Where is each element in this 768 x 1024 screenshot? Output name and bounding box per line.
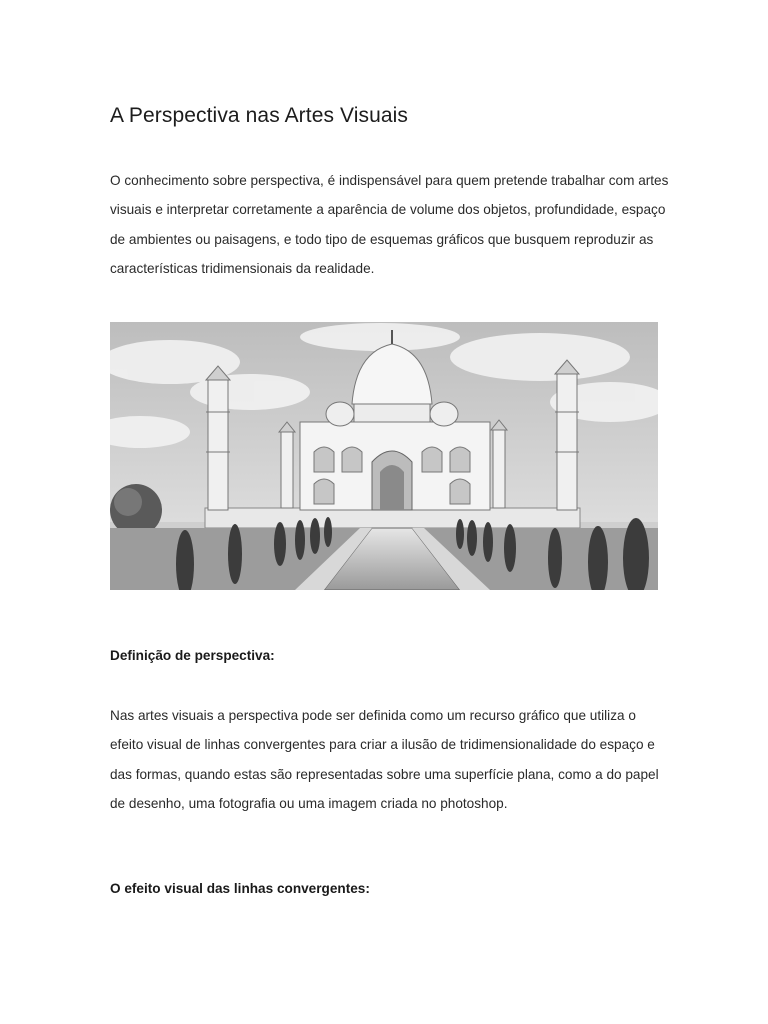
intro-paragraph: O conhecimento sobre perspectiva, é indispensável para quem pretende trabalhar com artes visuais e interpretar corretamente a aparência de volume dos objetos, profundidade, espaço de ambientes ou paisagens, e todo tipo de esquemas gráficos que busquem reproduzir as características tridimensionais da realidade. — [110, 173, 669, 276]
page-title: A Perspectiva nas Artes Visuais — [110, 104, 409, 127]
definition-paragraph: Nas artes visuais a perspectiva pode ser definida como um recurso gráfico que utiliza o efeito visual de linhas convergentes para criar a ilusão de tridimensionalidade do espaço e das formas, quando estas são representadas sobre uma superfície plana, como a do papel de desenho, uma fotografia ou uma imagem criada no photoshop. — [110, 708, 659, 811]
section-heading-linhas-convergentes: O efeito visual das linhas convergentes: — [110, 881, 370, 896]
section-heading-definicao: Definição de perspectiva: — [110, 648, 275, 663]
taj-mahal-photo — [110, 322, 658, 590]
